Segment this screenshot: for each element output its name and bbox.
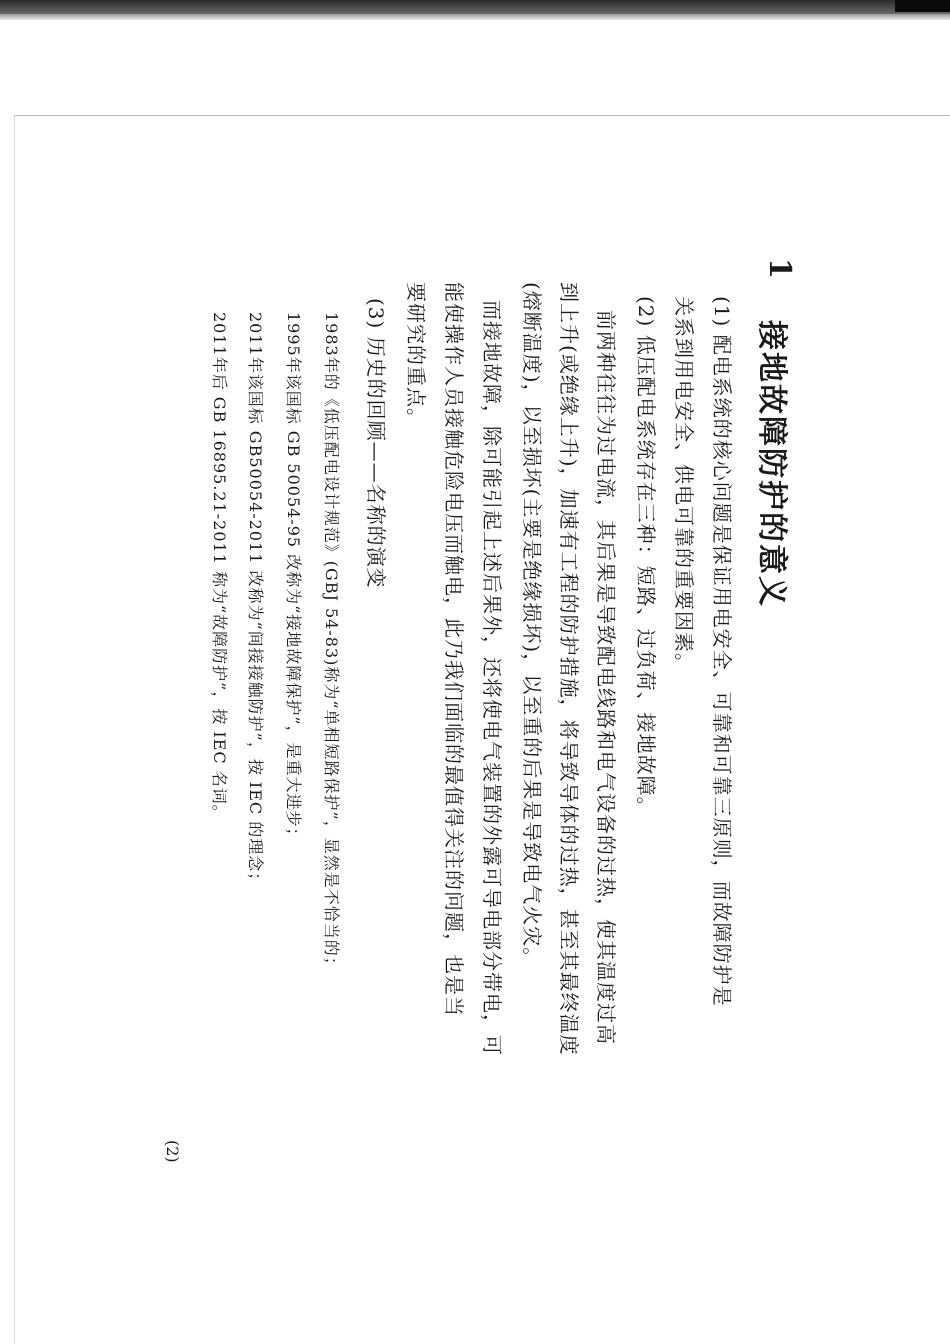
text-line-2: 关系到用电安全、供电可靠的重要因素。: [672, 296, 696, 674]
heading-number: 1: [762, 258, 797, 281]
text-line-11: 1983年的《低压配电设计规范》(GBJ 54-83)称为“单相短路保护”，显然是不恰当的；: [322, 312, 341, 974]
text-line-4: 前两种往往为过电流，其后果是导致配电线路和电气设备的过热，使其温度过高: [594, 310, 618, 1045]
text-line-3: (2) 低压配电系统存在三种：短路、过负荷、接地故障。: [634, 296, 658, 818]
text-line-6: (熔断温度)，以至损坏(主要是绝缘损坏)，以至重的后果是导致电气火灾。: [520, 282, 544, 969]
text-line-14: 2011年后 GB 16895.21-2011 称为“故障防护”，按 IEC 名词。: [210, 312, 229, 822]
text-line-10: (3) 历史的回顾——名称的演变: [364, 298, 388, 589]
text-line-5: 到上升(或绝缘上升)，加速有工程的防护措施，将导致导体的过热，甚至其最终温度: [557, 282, 581, 1056]
page-number: (2): [163, 1140, 182, 1163]
text-line-7: 而接地故障，除可能引起上述后果外，还将使电气装置的外露可导电部分带电，可: [480, 300, 504, 1056]
text-line-13: 2011年该国标 GB50054-2011 改称为“间接接触防护”，按 IEC 的理念；: [246, 312, 265, 890]
text-line-1: (1) 配电系统的核心问题是保证用电安全、可靠和可靠三原则，而故障防护是: [710, 296, 734, 1007]
text-line-9: 要研究的重点。: [404, 282, 428, 429]
text-line-12: 1995年该国标 GB 50054-95 改称为“接地故障保护”，是重大进步；: [284, 312, 303, 845]
page-title: 接地故障防护的意义: [754, 320, 789, 608]
text-line-8: 能使操作人员接触危险电压而触电，此乃我们面临的最值得关注的问题，也是当: [442, 282, 466, 1017]
